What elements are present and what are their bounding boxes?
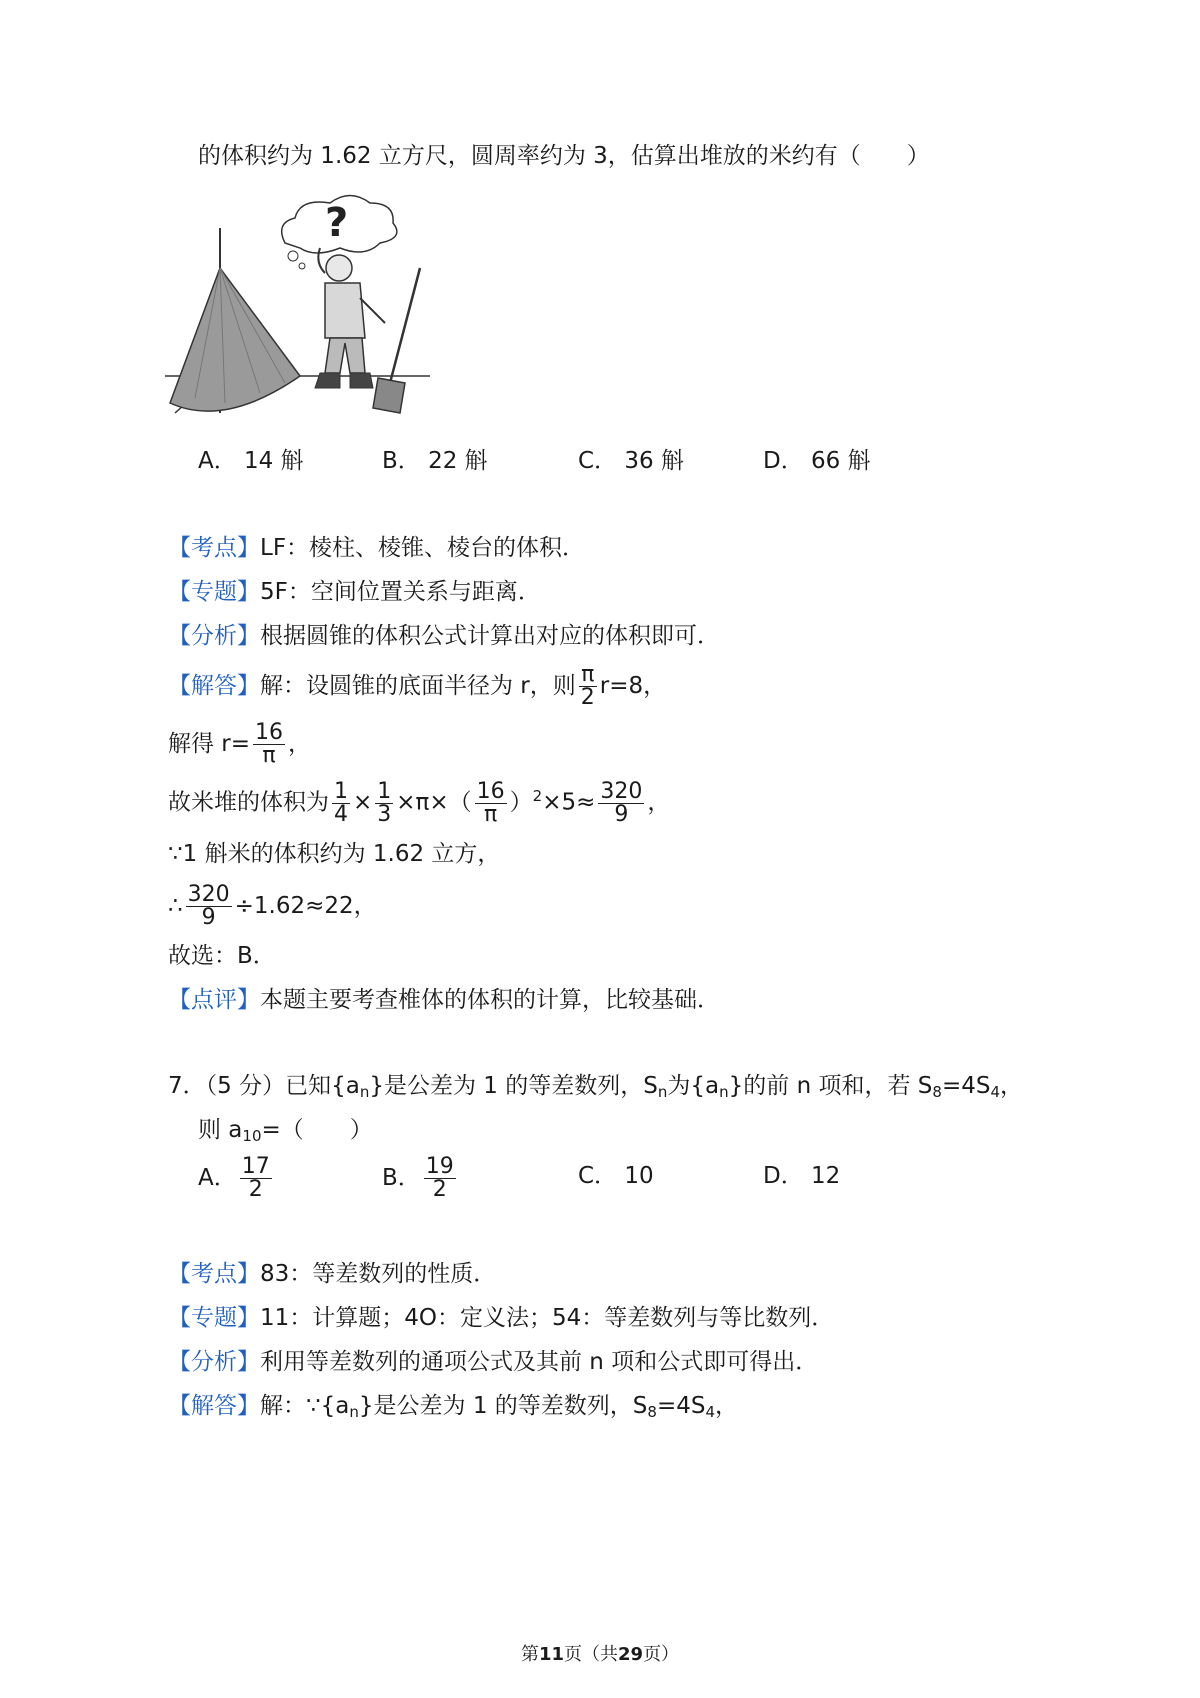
q7-option-c: C． 10 [578,1163,654,1189]
q7-option-d: D． 12 [763,1163,841,1189]
q6-stem-tail: 的体积约为 1.62 立方尺，圆周率约为 3，估算出堆放的米约有（ ） [198,143,930,169]
q6-fenxi: 【分析】根据圆锥的体积公式计算出对应的体积即可． [168,623,720,649]
q6-option-a: A． 14 斛 [198,448,304,474]
q6-jieda-line4: ∵1 斛米的体积约为 1.62 立方， [168,841,501,867]
frac-16-over-pi: $\frac{16}{\pi}$ [255,720,284,768]
frac-pi-over-2: $\frac{\pi}{2}$ [580,662,595,710]
q7-jieda: 【解答】解：$\because\{a_n\}$是公差为 1 的等差数列，$S_8=4S_4$， [168,1393,739,1421]
q6-kaodian: 【考点】LF：棱柱、棱锥、棱台的体积． [168,535,586,561]
q6-dianping: 【点评】本题主要考查椎体的体积的计算，比较基础． [168,987,720,1013]
q7-option-a: A． $\frac{17}{2}$ [198,1154,270,1202]
q6-zhuanti: 【专题】5F：空间位置关系与距离． [168,579,541,605]
svg-text:?: ? [325,200,349,246]
q6-option-d: D． 66 斛 [763,448,871,474]
q6-option-b: B． 22 斛 [382,448,488,474]
q6-jieda-line3: 故米堆的体积为 $\frac{1}{4}$ × $\frac{1}{3}$ ×π×（ $\frac{16}{\pi}$ ）$^2$×5≈ $\frac{320}{9}$ ， [168,778,671,827]
q6-jieda-line1: 【解答】解：设圆锥的底面半径为 r，则 $\frac{\pi}{2}$ r=8， [168,662,667,710]
q7-stem-line1: 7．（5 分）已知$\{a_n\}$是公差为 1 的等差数列，$S_n$为$\{a_n\}$的前 n 项和，若 $S_8=4S_4$， [168,1073,1023,1101]
q7-zhuanti: 【专题】11：计算题；4O：定义法；54：等差数列与等比数列． [168,1305,835,1331]
q6-jieda-line5: ∴ $\frac{320}{9}$ ÷1.62≈22， [168,882,377,930]
q7-stem-line2: 则 $a_{10}=$（ ） [198,1117,373,1145]
q7-option-b: B． $\frac{19}{2}$ [382,1154,454,1202]
q6-jieda-line6: 故选：B． [168,943,276,969]
q6-option-c: C． 36 斛 [578,448,684,474]
rice-pile-illustration [165,188,455,438]
q7-kaodian: 【考点】83：等差数列的性质． [168,1261,497,1287]
page-footer: 第11页（共29页） [520,1644,680,1665]
q6-jieda-line2: 解得 r= $\frac{16}{\pi}$ ， [168,720,312,768]
q7-fenxi: 【分析】利用等差数列的通项公式及其前 n 项和公式即可得出． [168,1349,819,1375]
